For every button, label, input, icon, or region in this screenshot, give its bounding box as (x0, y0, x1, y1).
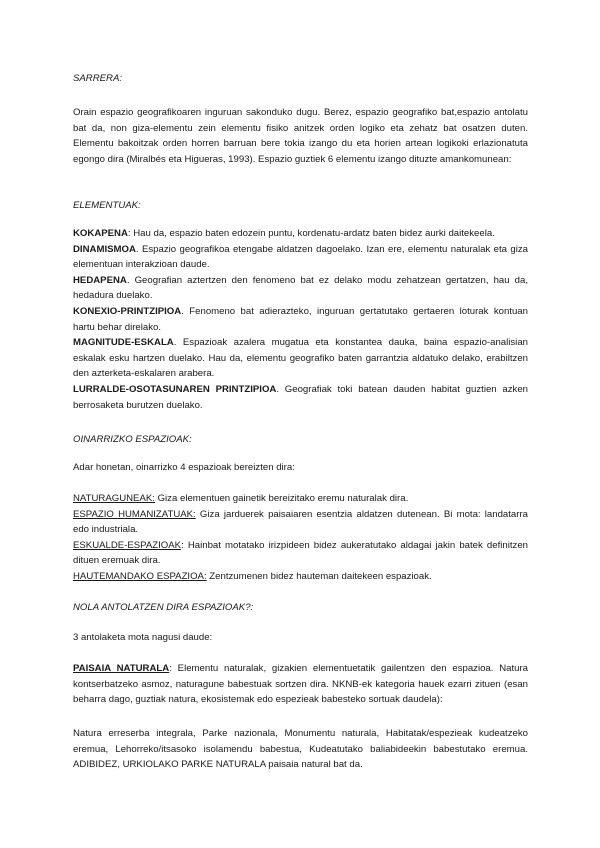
section-heading-elementuak: ELEMENTUAK: (73, 200, 141, 211)
basic-space-item (73, 491, 528, 507)
element-description: Hau da, espazio baten edozein puntu, kordenatu-ardatz baten bidez aurki daitekeela. (133, 228, 495, 239)
element-term: LURRALDE-OSOTASUNAREN PRINTZIPIOA (73, 383, 277, 395)
element-item: KONEXIO-PRINTZIPIOA. Fenomeno bat adierazteko, inguruan gertatutako gertaeren loturak kontuan hartu behar direlako. (73, 305, 528, 333)
element-description: Espazioak azalera mugatua eta konstantea dauka, baina espazio-analisian eskalak esku hartzen duelako. Hau da, elementu geografiko baten garrantzia aldatuko delako, erabiltzen den azterketa-eskalaren arabera. (73, 337, 528, 380)
basic-space-description: : Hainbat motatako irizpideen bidez aukeratutako aldagai jakin batek definitzen dituen eremuak dira. (73, 539, 528, 567)
element-term: KOKAPENA (73, 228, 128, 239)
basic-space-item (73, 507, 528, 538)
organization-intro: 3 antolaketa mota nagusi daude: (73, 632, 213, 643)
basic-space-item (73, 538, 528, 569)
natural-landscape-description: : Elementu naturalak, gizakien elementuetatik gailentzen den espazioa. Natura kontserbatzeko asmoz, naturagune babestuak sortzen dira. NKNB-ek kategoria hauek ezarri zituen (esan beharra dago, guztiak natura, ekosistemak edo espezieak babesteko sortuak daudela): (73, 663, 529, 706)
basic-space-term: NATURAGUNEAK: (73, 493, 155, 504)
natural-landscape-paragraph (73, 661, 528, 708)
element-item: DINAMISMOA. Espazio geografikoa etengabe aldatzen dagoelako. Izan ere, elementu naturalak eta giza elementuan interakzioan daude. (73, 243, 528, 271)
basic-space-term: ESPAZIO HUMANIZATUAK: (73, 508, 196, 520)
element-item: KOKAPENA: Hau da, espazio baten edozein puntu, kordenatu-ardatz baten bidez aurki daitekeela. (73, 228, 495, 239)
basic-space-description: Zentzumenen bidez hauteman daitekeen espazioak. (206, 570, 432, 582)
element-description: Espazio geografikoa etengabe aldatzen dagoelako. Izan ere, elementu naturalak eta giza elementuan interakzioan daude. (73, 243, 528, 271)
section-heading-sarrera: SARRERA: (73, 73, 123, 84)
elements-list (73, 226, 528, 413)
element-item: LURRALDE-OSOTASUNAREN PRINTZIPIOA. Geografiak toki batean dauden habitat guztien azken berrosaketa burutzen duelako. (73, 383, 528, 411)
section-heading-antolaketa: NOLA ANTOLATZEN DIRA ESPAZIOAK?: (73, 602, 254, 613)
basic-spaces-list (73, 491, 528, 585)
element-description: Geografiak toki batean dauden habitat guztien azken berrosaketa burutzen duelako. (73, 383, 528, 411)
element-item: HEDAPENA. Geografian aztertzen den fenomeno bat ez delako modu zehatzean gertatzen, hau da, hedadura duelako. (73, 274, 528, 302)
element-term: DINAMISMOA (73, 243, 136, 255)
element-term: MAGNITUDE-ESKALA (73, 337, 174, 349)
element-item: MAGNITUDE-ESKALA. Espazioak azalera mugatua eta konstantea dauka, baina espazio-analisian eskalak esku hartzen duelako. Hau da, elementu geografiko baten garrantzia aldatuko delako, erabiltzen den azterketa-eskalaren arabera. (73, 337, 528, 380)
example-sentence: ADIBIDEZ, URKIOLAKO PARKE NATURALA paisaia natural bat da. (73, 759, 363, 771)
element-term: HEDAPENA (73, 274, 127, 286)
protected-areas-list: Natura erreserba integrala, Parke nazionala, Monumentu naturala, Habitatak/espezieak kudeatzeko eremua, Lehorreko/itsasoko isolamendu babestua, Kudeatutako baliabideekin babestutako eremua. (73, 728, 528, 755)
basic-spaces-intro: Adar honetan, oinarrizko 4 espazioak bereizten dira: (73, 462, 295, 473)
basic-space-description: Giza elementuen gainetik bereizitako eremu naturalak dira. (154, 493, 409, 504)
basic-space-term: HAUTEMANDAKO ESPAZIOA: (73, 570, 207, 582)
basic-space-item (73, 569, 528, 585)
basic-space-term: ESKUALDE-ESPAZIOAK (73, 539, 182, 551)
element-term: KONEXIO-PRINTZIPIOA (73, 305, 182, 317)
element-description: Fenomeno bat adierazteko, inguruan gertatutako gertaeren loturak kontuan hartu behar direlako. (73, 305, 528, 333)
section-heading-oinarrizko: OINARRIZKO ESPAZIOAK: (73, 434, 192, 445)
natural-landscape-term: PAISAIA NATURALA (73, 663, 170, 674)
basic-space-description: Giza jarduerek paisaiaren esentzia aldatzen dutenean. Bi mota: landatarra edo industriala. (73, 508, 528, 536)
protected-areas-paragraph (73, 726, 528, 773)
element-description: Geografian aztertzen den fenomeno bat ez delako modu zehatzean gertatzen, hau da, hedadura duelako. (73, 274, 528, 302)
intro-paragraph: Orain espazio geografikoaren inguruan sakonduko dugu. Berez, espazio geografiko bat,espazio antolatu bat da, non giza-elementu zein elementu fisiko anitzek orden logiko eta zehatz bat osatzen duten. Elementu bakoitzak orden horren barruan bere tokia izango du eta horien artean logikoki erlazionatuta egongo dira (Miralbés eta Higueras, 1993). Espazio guztiek 6 elementu izango dituzte amankomunean: (73, 107, 528, 165)
